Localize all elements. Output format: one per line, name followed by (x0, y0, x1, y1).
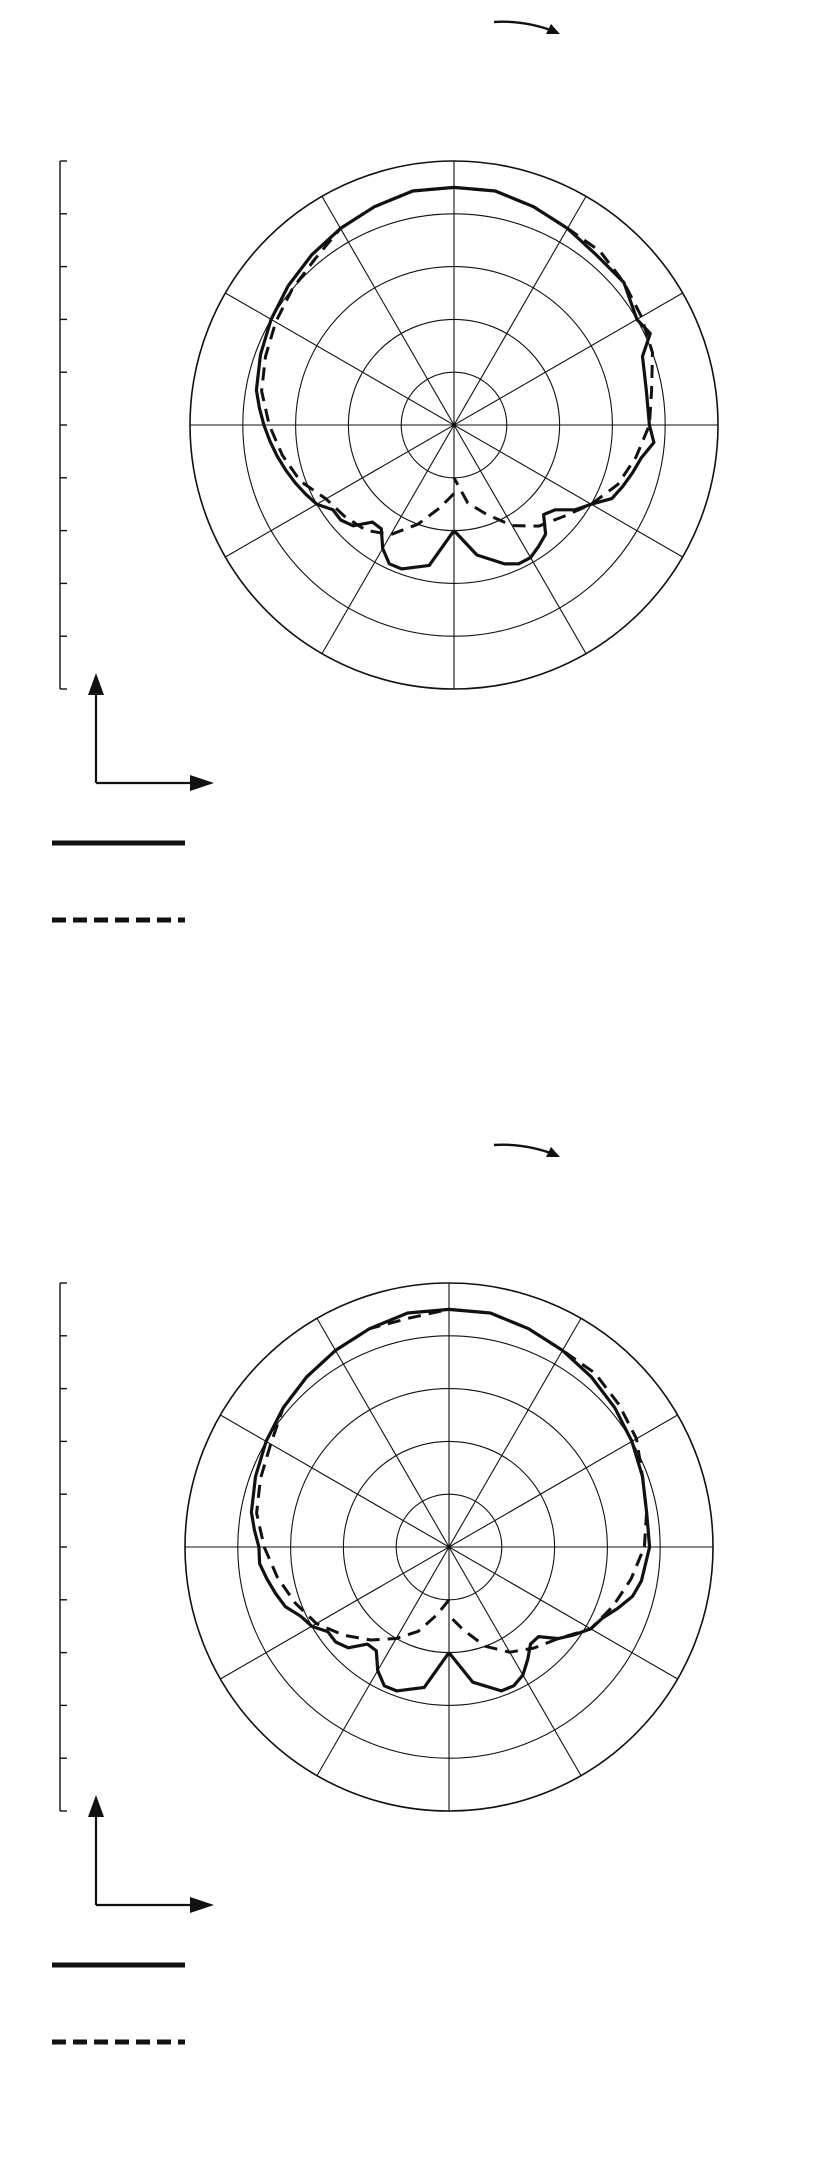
horizontal-arrow-head (190, 1897, 214, 1913)
z-arrow-head (88, 673, 104, 695)
series-line-measurement (256, 187, 654, 569)
coordinate-axes-icon (88, 673, 214, 791)
theta-arrow (494, 22, 556, 32)
series-line-simulation (262, 187, 653, 534)
series-line-measurement (251, 1309, 649, 1691)
polar-panel-a (52, 22, 718, 920)
horizontal-arrow-head (190, 775, 214, 791)
z-arrow-head (88, 1795, 104, 1817)
theta-arrow (494, 1145, 556, 1155)
polar-panel-b (52, 1145, 713, 2042)
series-line-simulation (257, 1309, 647, 1652)
polar-grid (190, 161, 718, 689)
coordinate-axes-icon (88, 1795, 214, 1913)
